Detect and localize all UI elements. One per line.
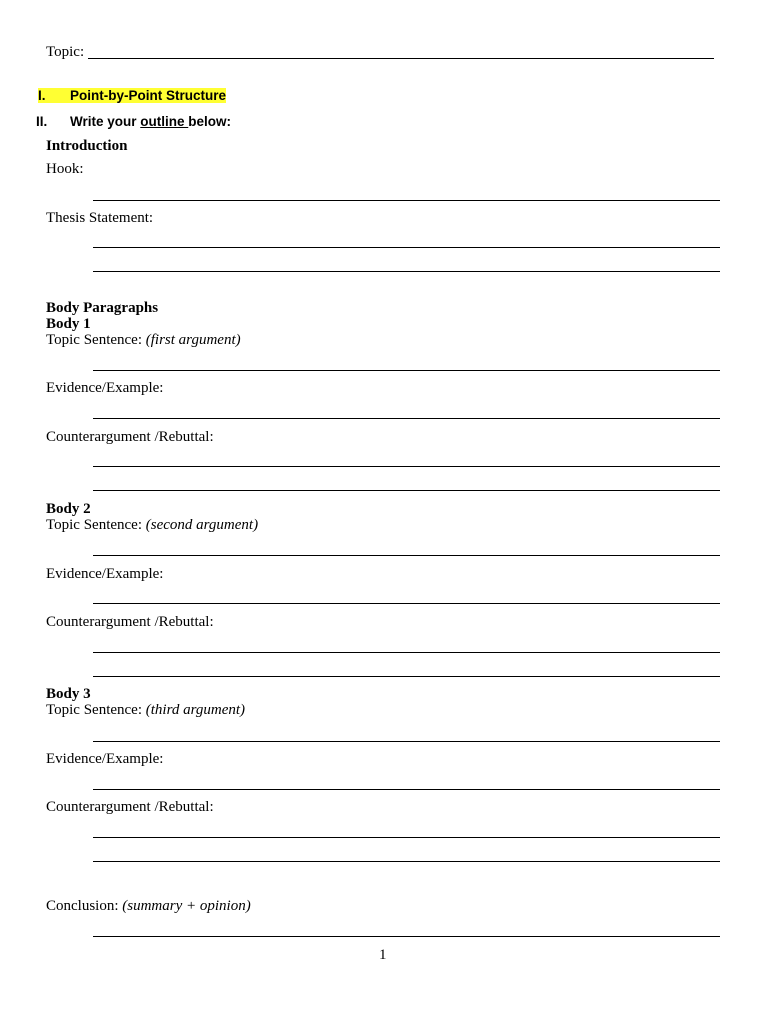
- body-2-topic-line[interactable]: [93, 555, 720, 556]
- body-1-topic-line[interactable]: [93, 370, 720, 371]
- body-3-counter-line-1[interactable]: [93, 837, 720, 838]
- section-ii-text-after: below:: [188, 114, 232, 129]
- body-3-counter-line-2[interactable]: [93, 861, 720, 862]
- body-1-counter-label: Counterargument /Rebuttal:: [46, 429, 214, 445]
- section-ii-heading: [36, 113, 231, 130]
- section-i-heading: [38, 87, 226, 104]
- body-1-topic-label: Topic Sentence:: [46, 332, 146, 348]
- body-paragraphs-heading: Body Paragraphs: [46, 300, 159, 316]
- body-2-counter-line-1[interactable]: [93, 652, 720, 653]
- body-2-counter-label: Counterargument /Rebuttal:: [46, 614, 214, 630]
- body-3-topic-sentence: [46, 702, 245, 719]
- body-2-topic-label: Topic Sentence:: [46, 517, 146, 533]
- body-1-evidence-label: Evidence/Example:: [46, 380, 164, 396]
- body-1-title: Body 1: [46, 316, 91, 332]
- body-1-counter-line-2[interactable]: [93, 490, 720, 491]
- body-1-topic-hint: (first argument): [145, 332, 241, 348]
- body-1-counter-line-1[interactable]: [93, 466, 720, 467]
- conclusion-hint: (summary + opinion): [122, 898, 251, 914]
- body-3-topic-label: Topic Sentence:: [46, 702, 146, 718]
- hook-answer-line[interactable]: [93, 200, 720, 201]
- topic-label: Topic:: [46, 44, 85, 60]
- introduction-heading: Introduction: [46, 138, 128, 154]
- body-2-evidence-line[interactable]: [93, 603, 720, 604]
- body-3-title: Body 3: [46, 686, 91, 702]
- section-ii-underlined: outline: [140, 114, 189, 129]
- body-2-title: Body 2: [46, 501, 91, 517]
- section-i-title: Point-by-Point Structure: [70, 88, 226, 103]
- body-3-topic-line[interactable]: [93, 741, 720, 742]
- body-1-topic-sentence: [46, 332, 241, 349]
- body-3-evidence-line[interactable]: [93, 789, 720, 790]
- conclusion-label-text: Conclusion:: [46, 898, 123, 914]
- body-2-evidence-label: Evidence/Example:: [46, 566, 164, 582]
- hook-label: Hook:: [46, 161, 84, 177]
- thesis-label: Thesis Statement:: [46, 210, 154, 226]
- topic-answer-line[interactable]: [88, 58, 714, 59]
- section-i-highlight: [38, 88, 226, 103]
- page-number: 1: [379, 947, 387, 963]
- section-ii-text-before: Write your: [70, 114, 141, 129]
- body-1-evidence-line[interactable]: [93, 418, 720, 419]
- conclusion-answer-line[interactable]: [93, 936, 720, 937]
- section-ii-numeral: II.: [36, 114, 48, 129]
- body-3-topic-hint: (third argument): [145, 702, 246, 718]
- thesis-answer-line-2[interactable]: [93, 271, 720, 272]
- conclusion-label: [46, 898, 251, 915]
- body-3-counter-label: Counterargument /Rebuttal:: [46, 799, 214, 815]
- thesis-answer-line-1[interactable]: [93, 247, 720, 248]
- body-2-counter-line-2[interactable]: [93, 676, 720, 677]
- body-2-topic-sentence: [46, 517, 258, 534]
- section-i-numeral: I.: [38, 88, 46, 103]
- body-2-topic-hint: (second argument): [145, 517, 259, 533]
- body-3-evidence-label: Evidence/Example:: [46, 751, 164, 767]
